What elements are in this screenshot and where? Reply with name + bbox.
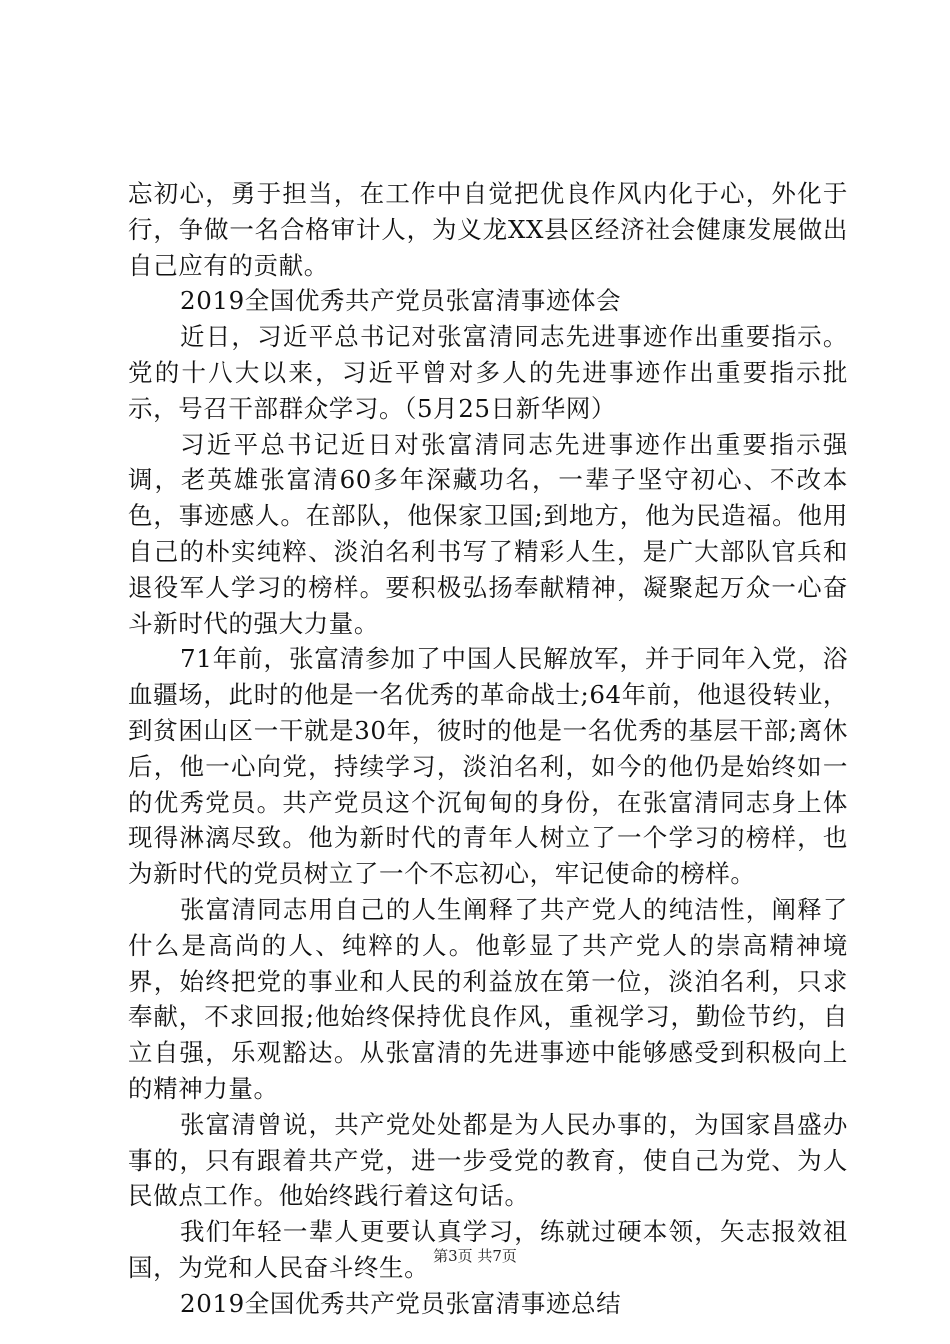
paragraph: 张富清曾说，共产党处处都是为人民办事的，为国家昌盛办事的，只有跟着共产党，进一步受党的教育，使自己为党、为人民做点工作。他始终践行着这句话。 bbox=[128, 1109, 848, 1211]
paragraph: 71年前，张富清参加了中国人民解放军，并于同年入党，浴血疆场，此时的他是一名优秀的革命战士;64年前，他退役转业，到贫困山区一干就是30年，彼时的他是一名优秀的基层干部;离休后，他一心向党，持续学习，淡泊名利，如今的他仍是始终如一的优秀党员。共产党员这个沉甸甸的身份，在张富清同志身上体现得淋漓尽致。他为新时代的青年人树立了一个学习的榜样，也为新时代的党员树立了一个不忘初心，牢记使命的榜样。 bbox=[128, 644, 848, 889]
paragraph-continuation: 忘初心，勇于担当，在工作中自觉把优良作风内化于心，外化于行，争做一名合格审计人，为义龙XX县区经济社会健康发展做出自己应有的贡献。 bbox=[128, 179, 848, 280]
document-body bbox=[128, 176, 848, 1322]
paragraph: 近日，习近平总书记对张富清同志先进事迹作出重要指示。党的十八大以来，习近平曾对多人的先进事迹作出重要指示批示，号召干部群众学习。（5月25日新华网） bbox=[128, 322, 848, 423]
paragraph: 习近平总书记近日对张富清同志先进事迹作出重要指示强调，老英雄张富清60多年深藏功名，一辈子坚守初心、不改本色，事迹感人。在部队，他保家卫国;到地方，他为民造福。他用自己的朴实纯粹、淡泊名利书写了精彩人生，是广大部队官兵和退役军人学习的榜样。要积极弘扬奉献精神，凝聚起万众一心奋斗新时代的强大力量。 bbox=[128, 429, 848, 638]
section-heading: 2019全国优秀共产党员张富清事迹总结 bbox=[180, 1288, 622, 1318]
section-heading: 2019全国优秀共产党员张富清事迹体会 bbox=[180, 286, 622, 316]
page-number-footer: 第3页 共7页 bbox=[433, 1247, 517, 1265]
paragraph: 我们年轻一辈人更要认真学习，练就过硬本领，矢志报效祖国，为党和人民奋斗终生。 bbox=[128, 1217, 848, 1282]
paragraph: 张富清同志用自己的人生阐释了共产党人的纯洁性，阐释了什么是高尚的人、纯粹的人。他彰显了共产党人的崇高精神境界，始终把党的事业和人民的利益放在第一位，淡泊名利，只求奉献，不求回报;他始终保持优良作风，重视学习，勤俭节约，自立自强，乐观豁达。从张富清的先进事迹中能够感受到积极向上的精神力量。 bbox=[128, 894, 848, 1103]
